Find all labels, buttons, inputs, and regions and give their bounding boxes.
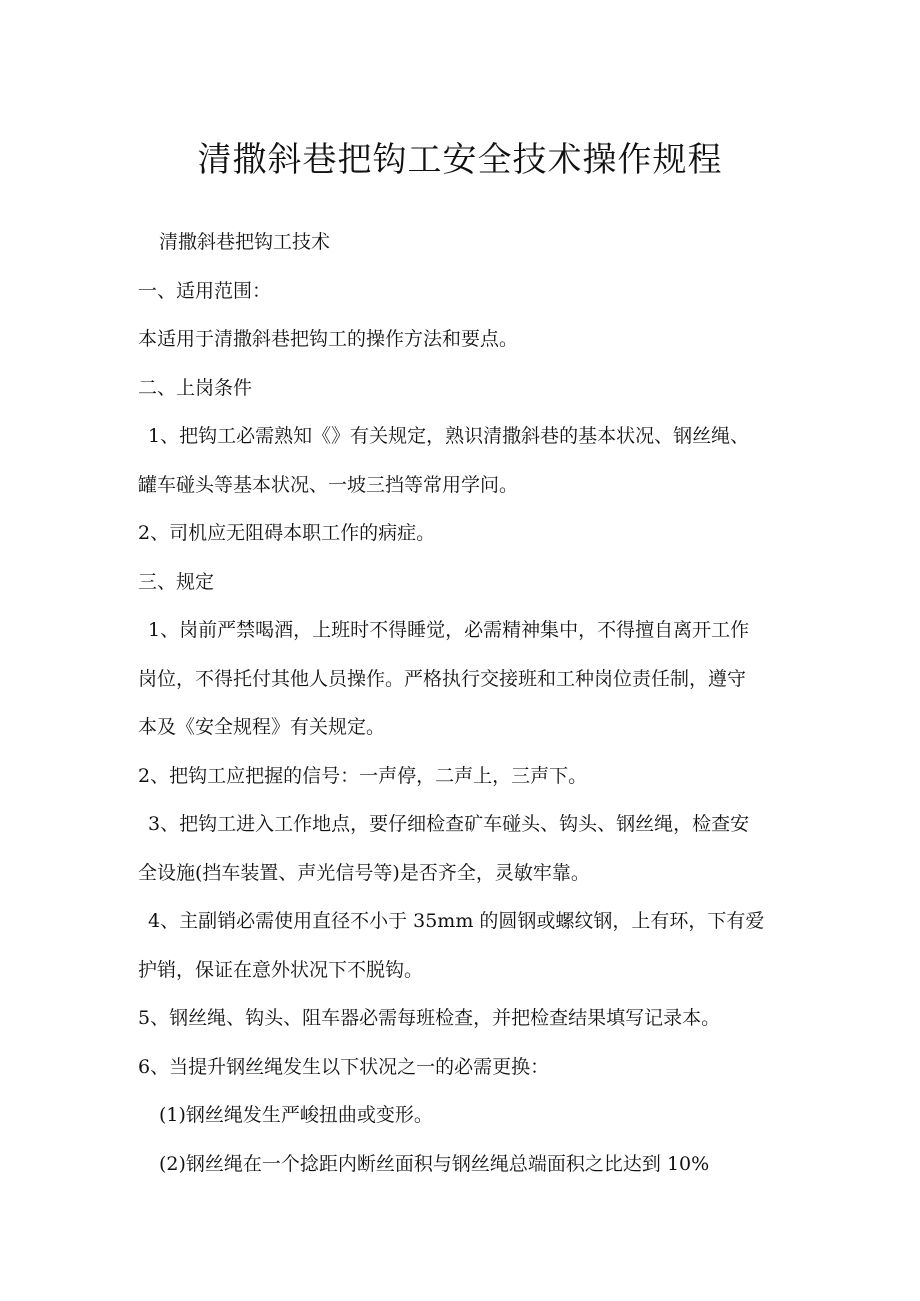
- body-line: 全设施(挡车装置、声光信号等)是否齐全，灵敏牢靠。: [138, 861, 590, 884]
- body-line: 护销，保证在意外状况下不脱钩。: [138, 958, 424, 981]
- body-line: 罐车碰头等基本状况、一坡三挡等常用学问。: [138, 473, 519, 496]
- body-line: (2)钢丝绳在一个捻距内断丝面积与钢丝绳总端面积之比达到 10%: [159, 1152, 710, 1175]
- body-line: (1)钢丝绳发生严峻扭曲或变形。: [159, 1104, 433, 1126]
- body-line: 一、适用范围：: [138, 279, 272, 302]
- body-line: 本适用于清撒斜巷把钩工的操作方法和要点。: [138, 328, 519, 350]
- document-title: 清撒斜巷把钩工安全技术操作规程: [197, 140, 723, 180]
- body-line: 二、上岗条件: [138, 376, 253, 399]
- body-line: 1、把钩工必需熟知《》有关规定，熟识清撒斜巷的基本状况、钢丝绳、: [148, 425, 750, 447]
- body-line: 5、钢丝绳、钩头、阻车器必需每班检查，并把检查结果填写记录本。: [138, 1007, 721, 1029]
- body-line: 6、当提升钢丝绳发生以下状况之一的必需更换：: [138, 1055, 550, 1078]
- body-line: 本及《安全规程》有关规定。: [138, 716, 386, 738]
- body-line: 三、规定: [138, 570, 215, 593]
- body-line: 岗位，不得托付其他人员操作。严格执行交接班和工种岗位责任制，遵守: [138, 667, 747, 690]
- body-line: 3、把钩工进入工作地点，要仔细检查矿车碰头、钩头、钢丝绳，检查安: [148, 813, 750, 835]
- document-body: [138, 218, 786, 1188]
- body-line: 2、司机应无阻碍本职工作的病症。: [138, 522, 436, 544]
- body-line: 清撒斜巷把钩工技术: [159, 231, 331, 253]
- body-line: 1、岗前严禁喝酒，上班时不得睡觉，必需精神集中，不得擅自离开工作: [148, 619, 750, 641]
- body-line: 4、主副销必需使用直径不小于 35mm 的圆钢或螺纹钢，上有环，下有爱: [148, 910, 765, 932]
- body-line: 2、把钩工应把握的信号：一声停，二声上，三声下。: [138, 764, 588, 787]
